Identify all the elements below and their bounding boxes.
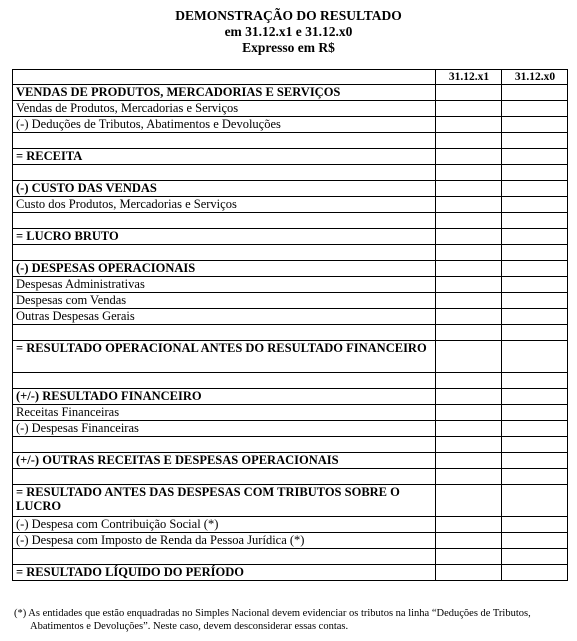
- value-cell-x0[interactable]: [502, 549, 568, 565]
- row-label: (-) Despesa com Contribuição Social (*): [13, 517, 436, 533]
- column-header-label: [13, 70, 436, 85]
- table-row: [13, 453, 568, 469]
- value-cell-x0[interactable]: [502, 325, 568, 341]
- value-cell-x1[interactable]: [436, 165, 502, 181]
- value-cell-x0[interactable]: [502, 293, 568, 309]
- row-label: Vendas de Produtos, Mercadorias e Serviços: [13, 101, 436, 117]
- column-header-row: [13, 70, 568, 85]
- row-label: Receitas Financeiras: [13, 405, 436, 421]
- value-cell-x1[interactable]: [436, 101, 502, 117]
- row-label: (+/-) RESULTADO FINANCEIRO: [13, 389, 436, 405]
- table-row: [13, 421, 568, 437]
- value-cell-x1[interactable]: [436, 549, 502, 565]
- value-cell-x1[interactable]: [436, 325, 502, 341]
- value-cell-x0[interactable]: [502, 517, 568, 533]
- value-cell-x0[interactable]: [502, 197, 568, 213]
- table-row: [13, 565, 568, 581]
- column-header-x1: 31.12.x1: [436, 70, 502, 85]
- row-label: Custo dos Produtos, Mercadorias e Serviços: [13, 197, 436, 213]
- value-cell-x1[interactable]: [436, 389, 502, 405]
- value-cell-x0[interactable]: [502, 181, 568, 197]
- table-row: [13, 149, 568, 165]
- row-label: VENDAS DE PRODUTOS, MERCADORIAS E SERVIÇOS: [13, 85, 436, 101]
- row-label: [13, 549, 436, 565]
- table-row: [13, 341, 568, 373]
- value-cell-x1[interactable]: [436, 261, 502, 277]
- value-cell-x0[interactable]: [502, 389, 568, 405]
- row-label: = RESULTADO ANTES DAS DESPESAS COM TRIBUTOS SOBRE O LUCRO: [13, 485, 436, 517]
- table-row: [13, 261, 568, 277]
- value-cell-x0[interactable]: [502, 309, 568, 325]
- value-cell-x1[interactable]: [436, 85, 502, 101]
- row-label: [13, 165, 436, 181]
- row-label: (+/-) OUTRAS RECEITAS E DESPESAS OPERACIONAIS: [13, 453, 436, 469]
- row-label: [13, 325, 436, 341]
- table-row: [13, 181, 568, 197]
- value-cell-x0[interactable]: [502, 405, 568, 421]
- value-cell-x0[interactable]: [502, 533, 568, 549]
- table-row: [13, 309, 568, 325]
- value-cell-x0[interactable]: [502, 149, 568, 165]
- value-cell-x0[interactable]: [502, 485, 568, 517]
- row-label: (-) DESPESAS OPERACIONAIS: [13, 261, 436, 277]
- row-label: Despesas com Vendas: [13, 293, 436, 309]
- value-cell-x0[interactable]: [502, 165, 568, 181]
- table-row: [13, 325, 568, 341]
- value-cell-x0[interactable]: [502, 229, 568, 245]
- table-row: [13, 197, 568, 213]
- table-row: [13, 85, 568, 101]
- row-label: = RESULTADO OPERACIONAL ANTES DO RESULTADO FINANCEIRO: [13, 341, 436, 373]
- row-label: (-) CUSTO DAS VENDAS: [13, 181, 436, 197]
- value-cell-x1[interactable]: [436, 565, 502, 581]
- row-label: (-) Deduções de Tributos, Abatimentos e Devoluções: [13, 117, 436, 133]
- value-cell-x1[interactable]: [436, 533, 502, 549]
- value-cell-x1[interactable]: [436, 437, 502, 453]
- row-label: [13, 373, 436, 389]
- table-row: [13, 165, 568, 181]
- value-cell-x1[interactable]: [436, 293, 502, 309]
- table-row: [13, 101, 568, 117]
- row-label: [13, 133, 436, 149]
- value-cell-x1[interactable]: [436, 277, 502, 293]
- value-cell-x0[interactable]: [502, 213, 568, 229]
- value-cell-x1[interactable]: [436, 517, 502, 533]
- table-row: [13, 485, 568, 517]
- column-header-x0: 31.12.x0: [502, 70, 568, 85]
- table-row: [13, 133, 568, 149]
- table-row: [13, 117, 568, 133]
- table-row: [13, 373, 568, 389]
- value-cell-x0[interactable]: [502, 469, 568, 485]
- value-cell-x1[interactable]: [436, 197, 502, 213]
- value-cell-x0[interactable]: [502, 261, 568, 277]
- row-label: = LUCRO BRUTO: [13, 229, 436, 245]
- value-cell-x1[interactable]: [436, 405, 502, 421]
- value-cell-x1[interactable]: [436, 149, 502, 165]
- table-row: [13, 533, 568, 549]
- value-cell-x1[interactable]: [436, 213, 502, 229]
- value-cell-x1[interactable]: [436, 373, 502, 389]
- value-cell-x1[interactable]: [436, 485, 502, 517]
- value-cell-x1[interactable]: [436, 421, 502, 437]
- currency-note: Expresso em R$: [242, 40, 335, 55]
- value-cell-x0[interactable]: [502, 421, 568, 437]
- footnote-text: (*) As entidades que estão enquadradas no Simples Nacional devem evidenciar os tributos na linha “Deduções de Tributos, Abatimentos e Devoluções”. Neste caso, devem desconsiderar essas contas.: [14, 608, 531, 632]
- value-cell-x1[interactable]: [436, 245, 502, 261]
- value-cell-x0[interactable]: [502, 85, 568, 101]
- table-row: [13, 549, 568, 565]
- table-row: [13, 229, 568, 245]
- table-row: [13, 389, 568, 405]
- table-row: [13, 517, 568, 533]
- value-cell-x1[interactable]: [436, 133, 502, 149]
- document-subtitle: em 31.12.x1 e 31.12.x0: [224, 24, 353, 39]
- value-cell-x0[interactable]: [502, 453, 568, 469]
- value-cell-x0[interactable]: [502, 341, 568, 373]
- value-cell-x0[interactable]: [502, 373, 568, 389]
- value-cell-x1[interactable]: [436, 341, 502, 373]
- income-statement-table: [12, 69, 568, 581]
- value-cell-x1[interactable]: [436, 469, 502, 485]
- row-label: [13, 213, 436, 229]
- table-row: [13, 293, 568, 309]
- value-cell-x1[interactable]: [436, 181, 502, 197]
- value-cell-x0[interactable]: [502, 101, 568, 117]
- value-cell-x0[interactable]: [502, 117, 568, 133]
- table-row: [13, 245, 568, 261]
- table-row: [13, 437, 568, 453]
- value-cell-x1[interactable]: [436, 453, 502, 469]
- value-cell-x1[interactable]: [436, 229, 502, 245]
- table-row: [13, 213, 568, 229]
- table-row: [13, 405, 568, 421]
- row-label: Outras Despesas Gerais: [13, 309, 436, 325]
- row-label: (-) Despesas Financeiras: [13, 421, 436, 437]
- row-label: [13, 245, 436, 261]
- value-cell-x0[interactable]: [502, 245, 568, 261]
- row-label: = RESULTADO LÍQUIDO DO PERÍODO: [13, 565, 436, 581]
- row-label: (-) Despesa com Imposto de Renda da Pessoa Jurídica (*): [13, 533, 436, 549]
- row-label: Despesas Administrativas: [13, 277, 436, 293]
- document-title: DEMONSTRAÇÃO DO RESULTADO: [175, 8, 402, 23]
- value-cell-x1[interactable]: [436, 309, 502, 325]
- value-cell-x0[interactable]: [502, 565, 568, 581]
- footnote: [14, 608, 570, 633]
- document-header: [0, 8, 577, 56]
- value-cell-x0[interactable]: [502, 437, 568, 453]
- row-label: [13, 469, 436, 485]
- value-cell-x1[interactable]: [436, 117, 502, 133]
- row-label: [13, 437, 436, 453]
- table-row: [13, 277, 568, 293]
- value-cell-x0[interactable]: [502, 133, 568, 149]
- row-label: = RECEITA: [13, 149, 436, 165]
- table-row: [13, 469, 568, 485]
- value-cell-x0[interactable]: [502, 277, 568, 293]
